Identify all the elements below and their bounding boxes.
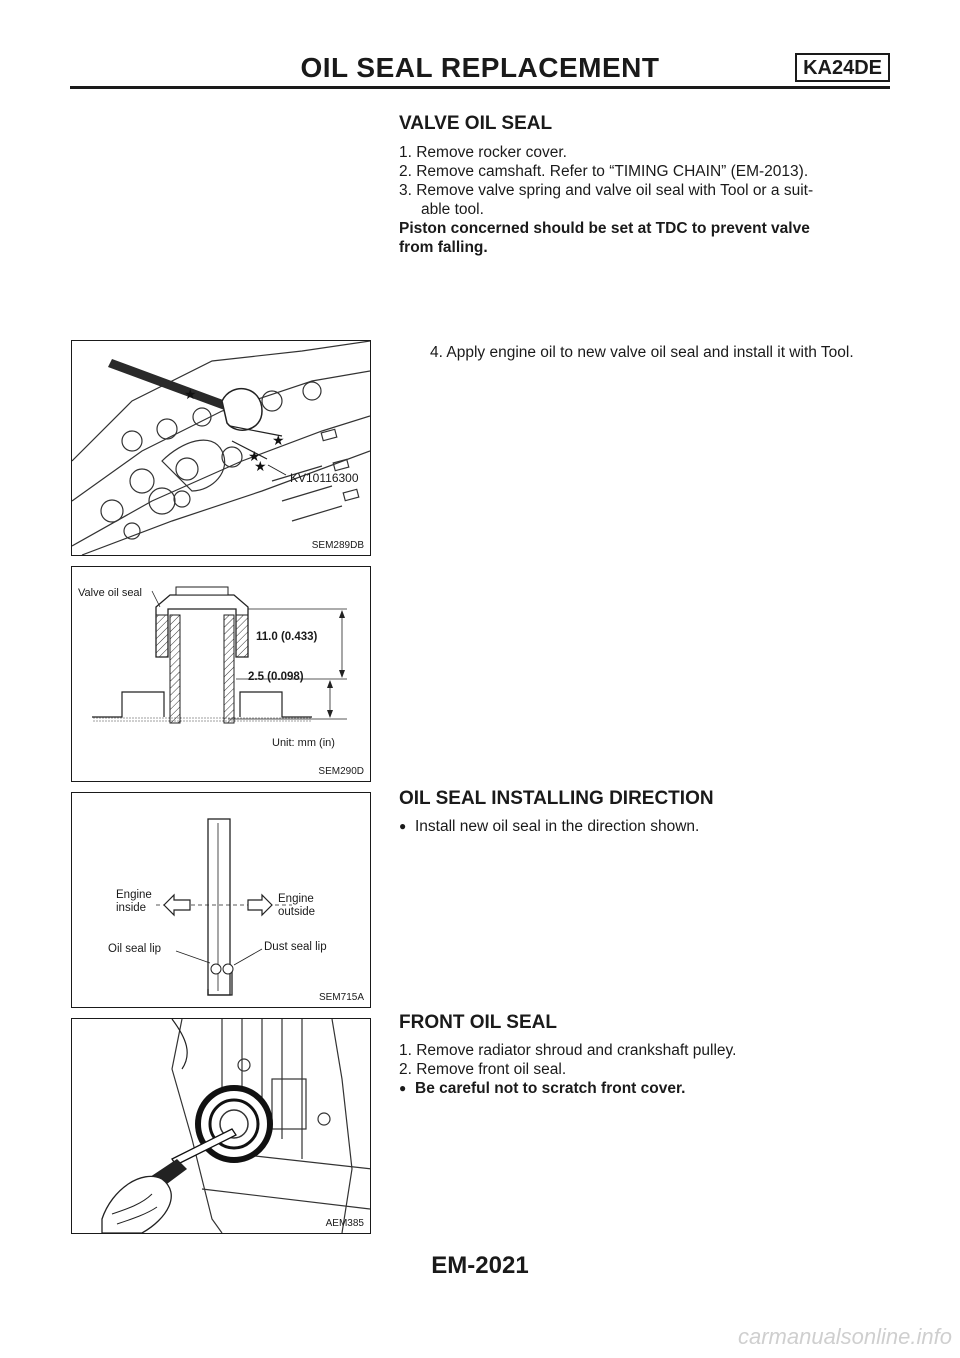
step-text: 2. Remove camshaft. Refer to “TIMING CHAIN” (EM-2013).	[399, 163, 809, 180]
bullet-dot-icon: ●	[399, 1081, 407, 1095]
figure-code: AEM385	[325, 1218, 364, 1229]
figure-sem289db	[71, 340, 371, 556]
installing-direction-section	[399, 788, 899, 836]
bullet-dot-icon: ●	[399, 819, 407, 833]
svg-text:★: ★	[254, 458, 267, 474]
note-text: Piston concerned should be set at TDC to prevent valve	[399, 220, 810, 237]
front-oil-seal-section	[399, 1012, 899, 1098]
front-seal-removal-illustration	[72, 1019, 370, 1233]
engine-outside-label: Engine outside	[278, 893, 316, 918]
step-text: 1. Remove rocker cover.	[399, 144, 567, 161]
step-text: 1. Remove radiator shroud and crankshaft pulley.	[399, 1042, 737, 1059]
figure-code: SEM290D	[318, 766, 364, 777]
figure-code: SEM289DB	[311, 540, 364, 551]
dust-seal-lip-label: Dust seal lip	[264, 941, 327, 953]
bullet-item	[399, 817, 899, 836]
svg-text:★: ★	[272, 432, 285, 448]
section-heading: OIL SEAL INSTALLING DIRECTION	[399, 788, 714, 809]
section-heading: FRONT OIL SEAL	[399, 1012, 557, 1033]
figure-code: SEM715A	[318, 992, 364, 1003]
bullet-text: Install new oil seal in the direction shown.	[415, 818, 700, 835]
page-number: EM-2021	[431, 1252, 529, 1279]
dimension-label: 11.0 (0.433)	[256, 631, 318, 643]
dimension-label: 2.5 (0.098)	[248, 671, 304, 683]
engine-badge: KA24DE	[795, 53, 890, 82]
oil-seal-lip-label: Oil seal lip	[108, 943, 162, 955]
step-text: able tool.	[421, 201, 484, 218]
part-label: Valve oil seal	[78, 587, 142, 599]
valve-oil-seal-section	[399, 113, 899, 257]
bullet-item	[399, 1079, 899, 1098]
unit-label: Unit: mm (in)	[272, 737, 335, 749]
tool-label: KV10116300	[290, 471, 359, 485]
note-text: from falling.	[399, 239, 488, 256]
figure-aem385	[71, 1018, 371, 1234]
page-header	[70, 44, 890, 90]
svg-text:★: ★	[184, 386, 197, 402]
valve-tool-illustration	[72, 341, 370, 555]
header-rule	[70, 86, 890, 89]
section-heading: VALVE OIL SEAL	[399, 113, 553, 134]
step-text: 2. Remove front oil seal.	[399, 1061, 567, 1078]
step-text: 4. Apply engine oil to new valve oil seal and install it with Tool.	[430, 344, 854, 361]
svg-text:★: ★	[248, 448, 261, 464]
figure-sem290d	[71, 566, 371, 782]
page-title: OIL SEAL REPLACEMENT	[300, 52, 660, 83]
bullet-text: Be careful not to scratch front cover.	[415, 1080, 686, 1097]
step-text: 3. Remove valve spring and valve oil seal with Tool or a suit-	[399, 182, 814, 199]
figure-sem715a	[71, 792, 371, 1008]
watermark-text: carmanualsonline.info	[737, 1324, 952, 1349]
engine-inside-label: Engine inside	[116, 889, 152, 914]
